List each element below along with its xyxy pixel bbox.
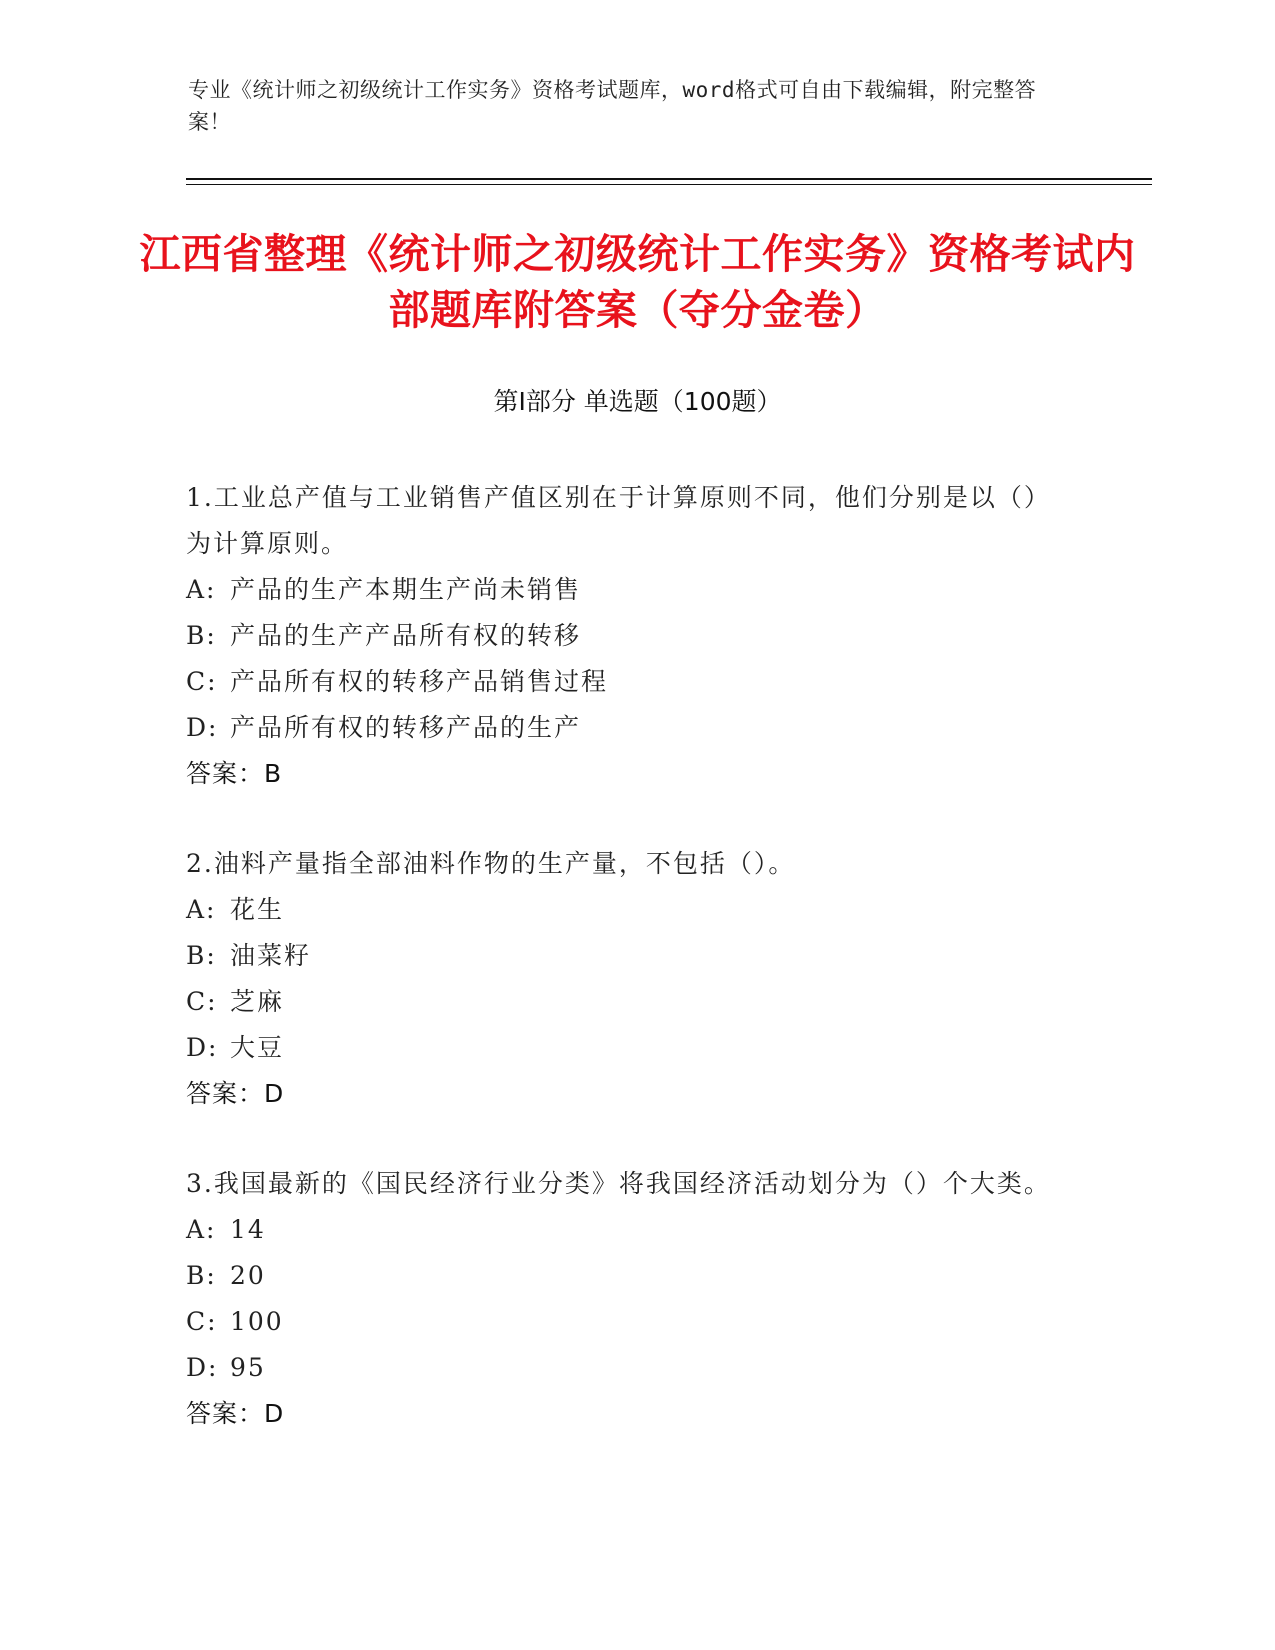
question-2 xyxy=(186,841,1066,1117)
section-heading: 第Ⅰ部分 单选题（100题） xyxy=(493,387,782,416)
option-letter: A: xyxy=(186,1215,217,1244)
option-a xyxy=(186,1207,1066,1253)
option-letter: B: xyxy=(186,941,217,970)
option-text: 产品的生产本期生产尚未销售 xyxy=(230,575,582,604)
option-text: 产品所有权的转移产品的生产 xyxy=(230,713,582,742)
question-1 xyxy=(186,475,1066,797)
question-list xyxy=(186,475,1066,1481)
header-divider-thick xyxy=(186,178,1152,180)
option-letter: D: xyxy=(186,1353,219,1382)
option-text: 14 xyxy=(230,1215,266,1244)
option-text: 100 xyxy=(230,1307,284,1336)
option-b xyxy=(186,613,1066,659)
option-letter: C: xyxy=(186,987,218,1016)
answer-line: 答案：B xyxy=(186,759,283,788)
option-letter: B: xyxy=(186,621,217,650)
answer-line: 答案：D xyxy=(186,1399,285,1428)
option-text: 20 xyxy=(230,1261,266,1290)
question-stem: 2.油料产量指全部油料作物的生产量，不包括（）。 xyxy=(186,849,796,878)
option-a xyxy=(186,887,1066,933)
option-text: 大豆 xyxy=(230,1033,285,1062)
answer-line: 答案：D xyxy=(186,1079,285,1108)
option-letter: B: xyxy=(186,1261,217,1290)
document-title: 江西省整理《统计师之初级统计工作实务》资格考试内部题库附答案（夺分金卷） xyxy=(139,230,1136,334)
option-d xyxy=(186,705,1066,751)
option-text: 产品的生产产品所有权的转移 xyxy=(230,621,582,650)
option-d xyxy=(186,1345,1066,1391)
option-b xyxy=(186,1253,1066,1299)
option-text: 产品所有权的转移产品销售过程 xyxy=(230,667,609,696)
question-stem: 3.我国最新的《国民经济行业分类》将我国经济活动划分为（）个大类。 xyxy=(186,1169,1051,1198)
option-c xyxy=(186,659,1066,705)
option-c xyxy=(186,1299,1066,1345)
question-stem: 1.工业总产值与工业销售产值区别在于计算原则不同，他们分别是以（）为计算原则。 xyxy=(186,483,1051,558)
option-letter: D: xyxy=(186,713,219,742)
option-b xyxy=(186,933,1066,979)
option-text: 油菜籽 xyxy=(230,941,312,970)
option-letter: A: xyxy=(186,895,217,924)
option-c xyxy=(186,979,1066,1025)
option-d xyxy=(186,1025,1066,1071)
option-text: 芝麻 xyxy=(230,987,285,1016)
option-text: 95 xyxy=(230,1353,266,1382)
option-a xyxy=(186,567,1066,613)
option-letter: C: xyxy=(186,667,218,696)
header-note: 专业《统计师之初级统计工作实务》资格考试题库，word格式可自由下载编辑，附完整答案！ xyxy=(188,78,1037,134)
option-letter: D: xyxy=(186,1033,219,1062)
option-text: 花生 xyxy=(230,895,285,924)
header-divider-thin xyxy=(186,184,1152,185)
question-3 xyxy=(186,1161,1066,1437)
option-letter: A: xyxy=(186,575,217,604)
option-letter: C: xyxy=(186,1307,218,1336)
